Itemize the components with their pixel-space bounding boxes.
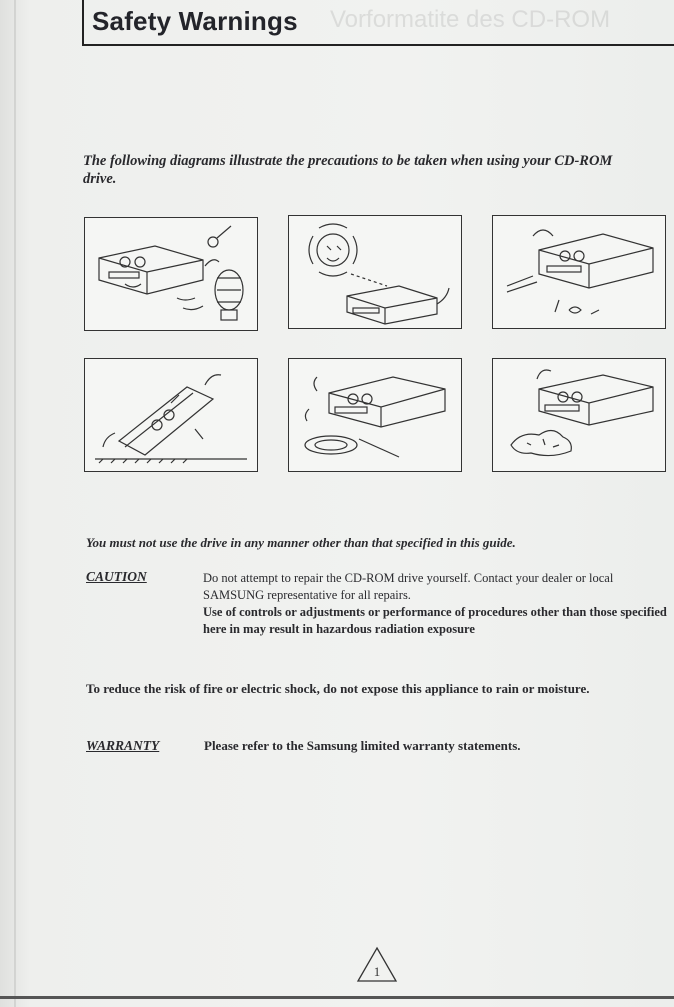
page-fold	[14, 0, 16, 1007]
warranty-text: Please refer to the Samsung limited warranty statements.	[204, 738, 521, 753]
illustration-magnet	[84, 217, 258, 331]
caution-radiation-text: Use of controls or adjustments or performance of procedures other than those specified here in may result in hazardous radiation exposure	[203, 605, 667, 636]
bleed-through-text: Vorformatite des CD-ROM	[330, 6, 611, 33]
intro-text: The following diagrams illustrate the precautions to be taken when using your CD-ROM drive.	[83, 153, 613, 187]
caution-label: CAUTION	[86, 569, 147, 584]
fire-risk-text: To reduce the risk of fire or electric shock, do not expose this appliance to rain or moisture.	[86, 681, 590, 696]
illustration-dropping	[84, 358, 258, 472]
page-number-triangle	[355, 945, 399, 985]
illustration-liquid	[288, 358, 462, 472]
illustration-debris	[492, 358, 666, 472]
page-number: 1	[373, 964, 381, 979]
caution-text	[203, 570, 673, 638]
page-title: Safety Warnings	[92, 6, 298, 36]
illustration-heat	[288, 215, 462, 329]
warranty-label: WARRANTY	[86, 738, 160, 753]
usage-notice: You must not use the drive in any manner other than that specified in this guide.	[86, 535, 516, 550]
caution-repair-text: Do not attempt to repair the CD-ROM drive yourself. Contact your dealer or local SAMSUNG representative for all repairs.	[203, 571, 614, 602]
page-bottom-edge	[0, 996, 674, 999]
illustration-disassembly	[492, 215, 666, 329]
